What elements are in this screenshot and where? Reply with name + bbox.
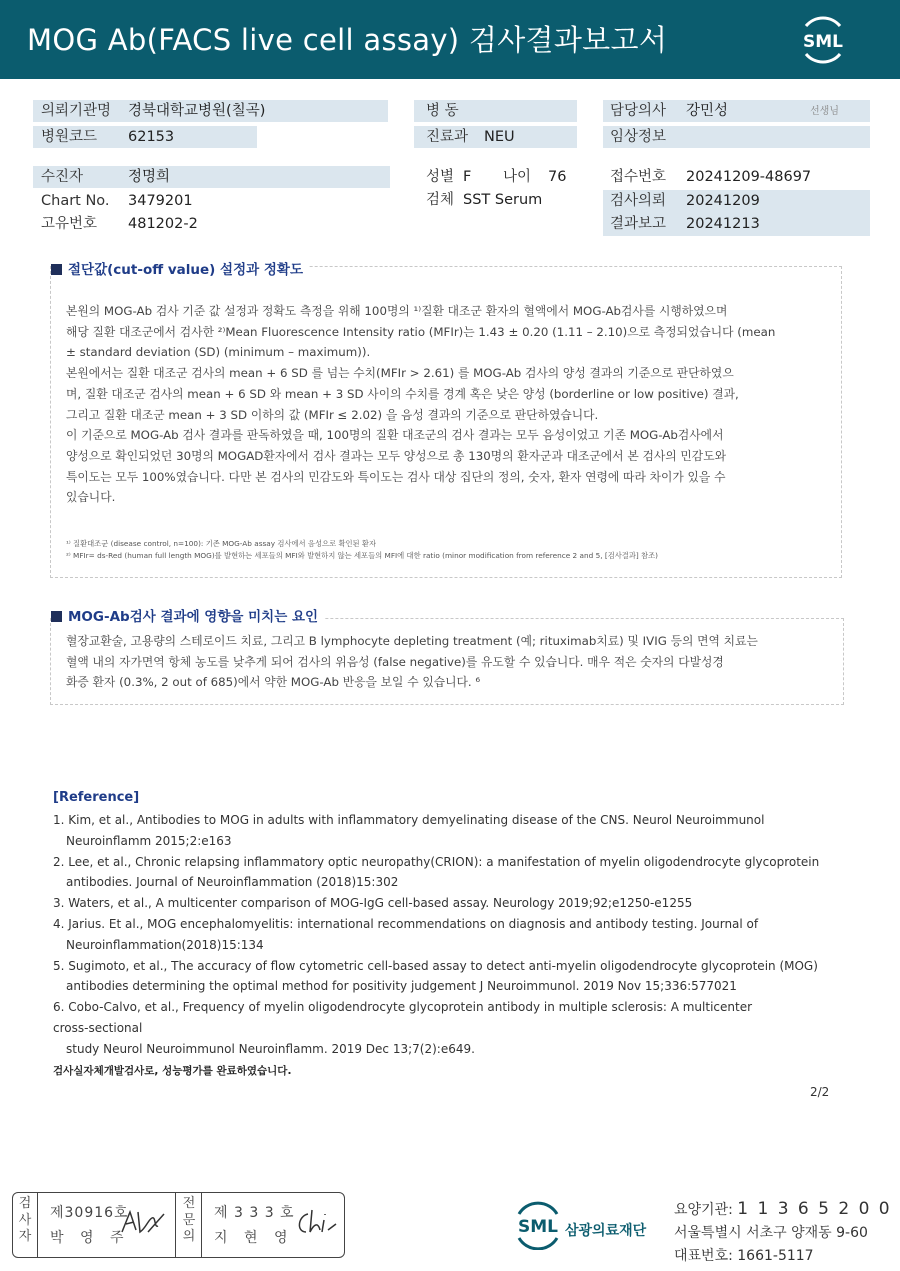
- cutoff-title-text: 절단값(cut-off value) 설정과 정확도: [68, 262, 303, 278]
- patient-value: 정명희: [128, 169, 171, 185]
- report-value: 20241213: [686, 216, 760, 232]
- org-phone: [674, 1245, 814, 1265]
- receipt-label: 접수번호: [610, 169, 667, 185]
- footnote-1: ¹⁾ 질환대조군 (disease control, n=100): 기존 MOG-Ab assay 검사에서 음성으로 확인된 환자: [66, 539, 377, 548]
- reference-item: [53, 914, 843, 956]
- paragraph-line: 혈장교환술, 고용량의 스테로이드 치료, 그리고 B lymphocyte depleting treatment (예; rituximab치료) 및 IVIG 등의 면역 치료는: [66, 634, 758, 648]
- reference-line: Neuroinflamm 2015;2:e163: [66, 833, 232, 848]
- paragraph-line: 그리고 질환 대조군 mean + 3 SD 이하의 값 (MFIr ≤ 2.02) 을 음성 결과의 기준으로 판단하였습니다.: [66, 407, 599, 422]
- receipt-value: 20241209-48697: [686, 169, 812, 185]
- paragraph-line: 이 기준으로 MOG-Ab 검사 결과를 판독하였을 때, 100명의 질환 대조군의 검사 결과는 모두 음성이었고 기존 MOG-Ab검사에서: [66, 428, 724, 443]
- reference-line: cross-sectional: [53, 1020, 143, 1035]
- reference-item: [53, 852, 843, 894]
- specialist-label: [177, 1196, 201, 1246]
- reference-line: 5. Sugimoto, et al., The accuracy of flow cytometric cell-based assay to detect anti-myelin oligodendrocyte glycoprotein (MOG): [53, 958, 818, 973]
- report-label: 결과보고: [610, 216, 667, 232]
- org-phone-value: 1661-5117: [737, 1248, 814, 1264]
- development-note: 검사실자체개발검사로, 성능평가를 완료하였습니다.: [53, 1065, 292, 1077]
- org-code-label: 요양기관:: [674, 1202, 738, 1218]
- reference-item: [53, 997, 843, 1059]
- chart-label: Chart No.: [41, 193, 110, 209]
- cutoff-paragraph: [66, 301, 836, 508]
- reference-item: [53, 810, 843, 852]
- sml-logo-text: SML: [518, 1217, 558, 1237]
- inspector-label-text: 검사자: [18, 1196, 32, 1244]
- sml-foundation-logo-icon: [511, 1200, 565, 1250]
- unique-label: 고유번호: [41, 216, 98, 232]
- paragraph-line: 혈액 내의 자가면역 항체 농도를 낮추게 되어 검사의 위음성 (false negative)를 유도할 수 있습니다. 매우 적은 숫자의 다발성경: [66, 654, 724, 669]
- signature-divider: [201, 1192, 202, 1258]
- reference-line: 3. Waters, et al., A multicenter comparison of MOG-IgG cell-based assay. Neurology 2019;92;e1250-e1255: [53, 896, 693, 911]
- sml-logo-icon: [794, 12, 852, 68]
- logo-text: SML: [803, 32, 843, 52]
- sex-value: F: [463, 169, 472, 185]
- paragraph-line: ± standard deviation (SD) (minimum – maximum)).: [66, 345, 371, 360]
- ward-label: 병 동: [426, 103, 459, 119]
- dept-value: NEU: [484, 129, 515, 145]
- specialist-signature-icon: [292, 1206, 340, 1238]
- unique-value: 481202-2: [128, 216, 198, 232]
- specimen-label: 검체: [426, 192, 455, 208]
- reference-line: 2. Lee, et al., Chronic relapsing inflammatory optic neuropathy(CRION): a manifestation of myelin oligodendrocyte glycoprotein: [53, 854, 820, 869]
- age-value: 76: [548, 169, 567, 185]
- cutoff-section-title: [51, 258, 309, 278]
- paragraph-line: 본원에서는 질환 대조군 검사의 mean + 6 SD 를 넘는 수치(MFIr > 2.61) 를 MOG-Ab 검사의 양성 결과의 기준으로 판단하였으: [66, 366, 734, 381]
- page-number: 2/2: [810, 1085, 830, 1099]
- sex-label: 성별: [426, 169, 455, 185]
- signature-divider: [37, 1192, 38, 1258]
- hospital-label: 의뢰기관명: [41, 103, 112, 119]
- dept-label: 진료과: [426, 129, 469, 145]
- report-title: MOG Ab(FACS live cell assay) 검사결과보고서: [27, 23, 668, 57]
- inspector-label: [13, 1196, 37, 1246]
- paragraph-line: 며, 질환 대조군 검사의 mean + 6 SD 와 mean + 3 SD 사이의 수치를 경계 혹은 낮은 양성 (borderline or low positive) 결과,: [66, 386, 739, 401]
- factors-paragraph: [66, 631, 836, 693]
- inspector-number: 제30916호: [50, 1205, 129, 1221]
- request-value: 20241209: [686, 193, 760, 209]
- reference-line: antibodies. Journal of Neuroinflammation (2018)15:302: [66, 875, 399, 890]
- age-label: 나이: [503, 169, 532, 185]
- square-bullet-icon: [51, 611, 62, 622]
- reference-list: [53, 810, 843, 1060]
- signature-divider: [175, 1192, 176, 1258]
- paragraph-line: 특이도는 모두 100%였습니다. 다만 본 검사의 민감도와 특이도는 검사 대상 집단의 정의, 숫자, 환자 연령에 따라 차이가 있을 수: [66, 469, 726, 484]
- request-label: 검사의뢰: [610, 193, 667, 209]
- paragraph-line: 있습니다.: [66, 490, 116, 505]
- reference-item: [53, 956, 843, 998]
- org-code-value: 1 1 3 6 5 2 0 0: [737, 1199, 892, 1219]
- info-row-patient: [33, 166, 390, 188]
- org-phone-label: 대표번호:: [674, 1248, 738, 1264]
- paragraph-line: 양성으로 확인되었던 30명의 MOGAD환자에서 검사 결과는 모두 양성으로 총 130명의 환자군과 대조군에서 본 검사의 민감도와: [66, 448, 726, 463]
- inspector-name: 박 영 주: [50, 1230, 130, 1246]
- specimen-value: SST Serum: [463, 192, 543, 208]
- foundation-name: 삼광의료재단: [565, 1223, 647, 1239]
- reference-line: study Neurol Neuroimmunol Neuroinflamm. 2019 Dec 13;7(2):e649.: [66, 1041, 475, 1056]
- org-code: [674, 1199, 892, 1219]
- paragraph-line: 해당 질환 대조군에서 검사한 ²⁾Mean Fluorescence Intensity ratio (MFIr)는 1.43 ± 0.20 (1.11 – 2.10)으로 측정되었습니다 (mean: [66, 324, 776, 339]
- reference-line: Neuroinflammation(2018)15:134: [66, 937, 264, 952]
- specialist-label-text: 전문의: [182, 1196, 196, 1244]
- code-label: 병원코드: [41, 129, 98, 145]
- reference-line: 4. Jarius. Et al., MOG encephalomyelitis: international recommendations on diagnosis and antibody testing. Journal of: [53, 916, 759, 931]
- paragraph-line: 본원의 MOG-Ab 검사 기준 값 설정과 정확도 측정을 위해 100명의 ¹⁾질환 대조군 환자의 혈액에서 MOG-Ab검사를 시행하였으며: [66, 304, 728, 318]
- code-value: 62153: [128, 129, 175, 145]
- doctor-label: 담당의사: [610, 103, 667, 119]
- reference-item: [53, 893, 843, 914]
- clinical-label: 임상정보: [610, 129, 667, 145]
- report-header: [0, 0, 900, 79]
- paragraph-line: 화증 환자 (0.3%, 2 out of 685)에서 약한 MOG-Ab 반응을 보일 수 있습니다. ⁶: [66, 675, 481, 690]
- org-address: 서울특별시 서초구 양재동 9-60: [674, 1225, 868, 1241]
- square-bullet-icon: [51, 264, 62, 275]
- hospital-value: 경북대학교병원(칠곡): [128, 103, 266, 119]
- factors-title-text: MOG-Ab검사 결과에 영향을 미치는 요인: [68, 609, 319, 625]
- reference-line: 6. Cobo-Calvo, et al., Frequency of myelin oligodendrocyte glycoprotein antibody in multiple sclerosis: A multicenter: [53, 1000, 753, 1015]
- reference-title: [Reference]: [53, 790, 140, 805]
- factors-section-title: [51, 605, 324, 625]
- reference-line: 1. Kim, et al., Antibodies to MOG in adults with inflammatory demyelinating disease of the CNS. Neurol Neuroimmunol: [53, 813, 765, 827]
- specialist-number: 제 3 3 3 호: [214, 1205, 295, 1221]
- footnote-2: ²⁾ MFIr= ds-Red (human full length MOG)를 발현하는 세포들의 MFI와 발현하지 않는 세포들의 MFI에 대한 ratio (minor modification from reference 2 and 5, [검사결과] 참조): [66, 551, 659, 560]
- chart-value: 3479201: [128, 193, 193, 209]
- inspector-signature-icon: [118, 1206, 168, 1238]
- patient-label: 수진자: [41, 169, 84, 185]
- reference-line: antibodies determining the optimal method for positivity judgement J Neuroimmunol. 2019 Nov 15;336:577021: [66, 979, 737, 994]
- doctor-value: 강민성: [686, 103, 729, 119]
- specialist-name: 지 현 영: [214, 1230, 294, 1246]
- doctor-suffix: 선생님: [810, 106, 839, 117]
